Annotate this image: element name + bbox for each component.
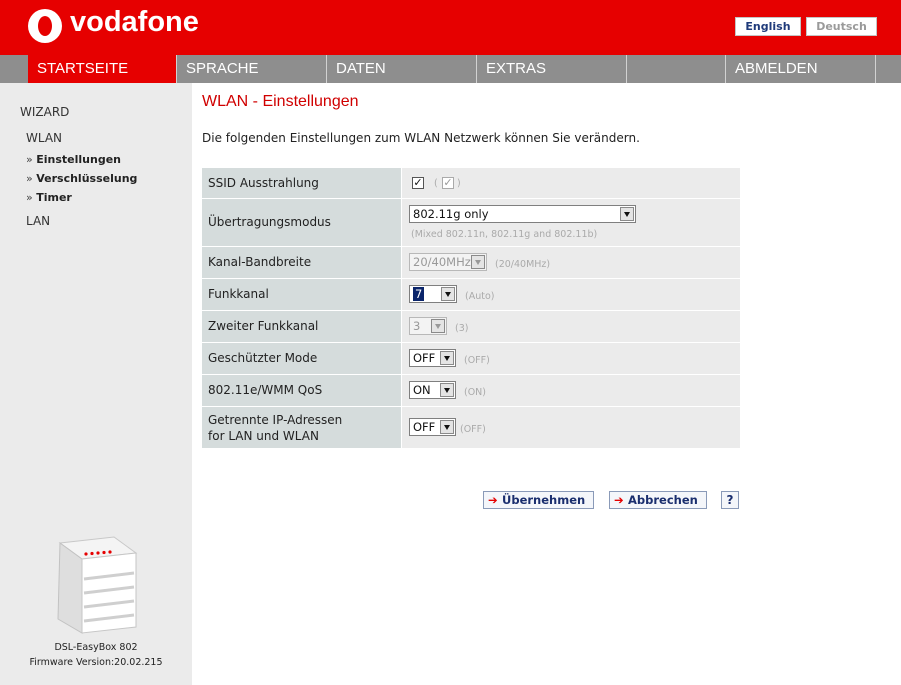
cancel-button[interactable]: ➔ Abbrechen bbox=[609, 491, 707, 509]
nav-empty bbox=[627, 55, 726, 83]
second-channel-select: 3 bbox=[409, 317, 447, 335]
row-protected bbox=[202, 343, 740, 375]
language-deutsch-button[interactable]: Deutsch bbox=[806, 17, 877, 36]
row-bandwidth bbox=[202, 247, 740, 279]
sidebar-item-verschluesselung[interactable]: » Verschlüsselung bbox=[26, 172, 138, 185]
row-channel bbox=[202, 279, 740, 311]
ssid-default-checkbox: ✓ bbox=[443, 176, 453, 189]
label-isolation-line1: Getrennte IP-Adressen bbox=[208, 413, 343, 427]
row-mode bbox=[202, 199, 740, 247]
row-second-channel bbox=[202, 311, 740, 343]
label-second-channel: Zweiter Funkkanal bbox=[208, 319, 319, 333]
wmm-hint: (ON) bbox=[464, 387, 486, 398]
isolation-select[interactable]: OFF bbox=[409, 418, 456, 436]
label-mode: Übertragungsmodus bbox=[208, 215, 331, 229]
label-ssid: SSID Ausstrahlung bbox=[208, 176, 319, 190]
brand-name: vodafone bbox=[70, 6, 199, 38]
header-bar bbox=[0, 0, 901, 55]
row-wmm bbox=[202, 375, 740, 407]
nav-extras[interactable]: EXTRAS bbox=[477, 55, 627, 83]
page-description: Die folgenden Einstellungen zum WLAN Netzwerk können Sie verändern. bbox=[202, 131, 640, 145]
wmm-select[interactable]: ON bbox=[409, 381, 456, 399]
apply-button[interactable]: ➔ Übernehmen bbox=[483, 491, 594, 509]
label-isolation-line2: for LAN und WLAN bbox=[208, 429, 319, 443]
label-channel: Funkkanal bbox=[208, 287, 269, 301]
row-isolation bbox=[202, 407, 740, 449]
sidebar bbox=[0, 83, 192, 685]
bandwidth-hint: (20/40MHz) bbox=[495, 259, 551, 270]
help-button[interactable]: ? bbox=[721, 491, 739, 509]
firmware-version: Firmware Version:20.02.215 bbox=[29, 657, 163, 668]
nav-sprache[interactable]: SPRACHE bbox=[177, 55, 327, 83]
protected-hint: (OFF) bbox=[464, 355, 490, 366]
bandwidth-select: 20/40MHz bbox=[409, 253, 487, 271]
channel-select[interactable]: 7 bbox=[409, 285, 457, 303]
nav-startseite[interactable]: STARTSEITE bbox=[28, 55, 177, 83]
label-bandwidth: Kanal-Bandbreite bbox=[208, 255, 312, 269]
sidebar-item-einstellungen[interactable]: » Einstellungen bbox=[26, 153, 121, 166]
second-channel-hint: (3) bbox=[455, 323, 469, 334]
sidebar-item-wlan[interactable]: WLAN bbox=[26, 131, 63, 145]
page-title: WLAN - Einstellungen bbox=[202, 93, 359, 110]
mode-hint: (Mixed 802.11n, 802.11g and 802.11b) bbox=[411, 229, 598, 240]
mode-select[interactable]: 802.11g only bbox=[409, 205, 636, 223]
nav-abmelden[interactable]: ABMELDEN bbox=[726, 55, 876, 83]
router-device-icon bbox=[52, 533, 142, 637]
ssid-broadcast-checkbox[interactable]: ✓ bbox=[413, 176, 423, 189]
channel-hint: (Auto) bbox=[465, 291, 495, 302]
label-protected: Geschützter Mode bbox=[208, 351, 318, 365]
device-name: DSL-EasyBox 802 bbox=[54, 642, 138, 653]
nav-daten[interactable]: DATEN bbox=[327, 55, 477, 83]
row-ssid: SSID Ausstrahlung ✓ ( ✓ ) bbox=[202, 168, 740, 199]
protected-mode-select[interactable]: OFF bbox=[409, 349, 456, 367]
sidebar-item-wizard[interactable]: WIZARD bbox=[20, 105, 70, 119]
language-english-button[interactable]: English bbox=[735, 17, 801, 36]
sidebar-item-lan[interactable]: LAN bbox=[26, 214, 51, 228]
sidebar-item-timer[interactable]: » Timer bbox=[26, 191, 72, 204]
label-wmm: 802.11e/WMM QoS bbox=[208, 383, 323, 397]
vodafone-logo-icon bbox=[28, 9, 62, 43]
main-nav bbox=[0, 55, 901, 83]
isolation-hint: (OFF) bbox=[460, 424, 486, 435]
